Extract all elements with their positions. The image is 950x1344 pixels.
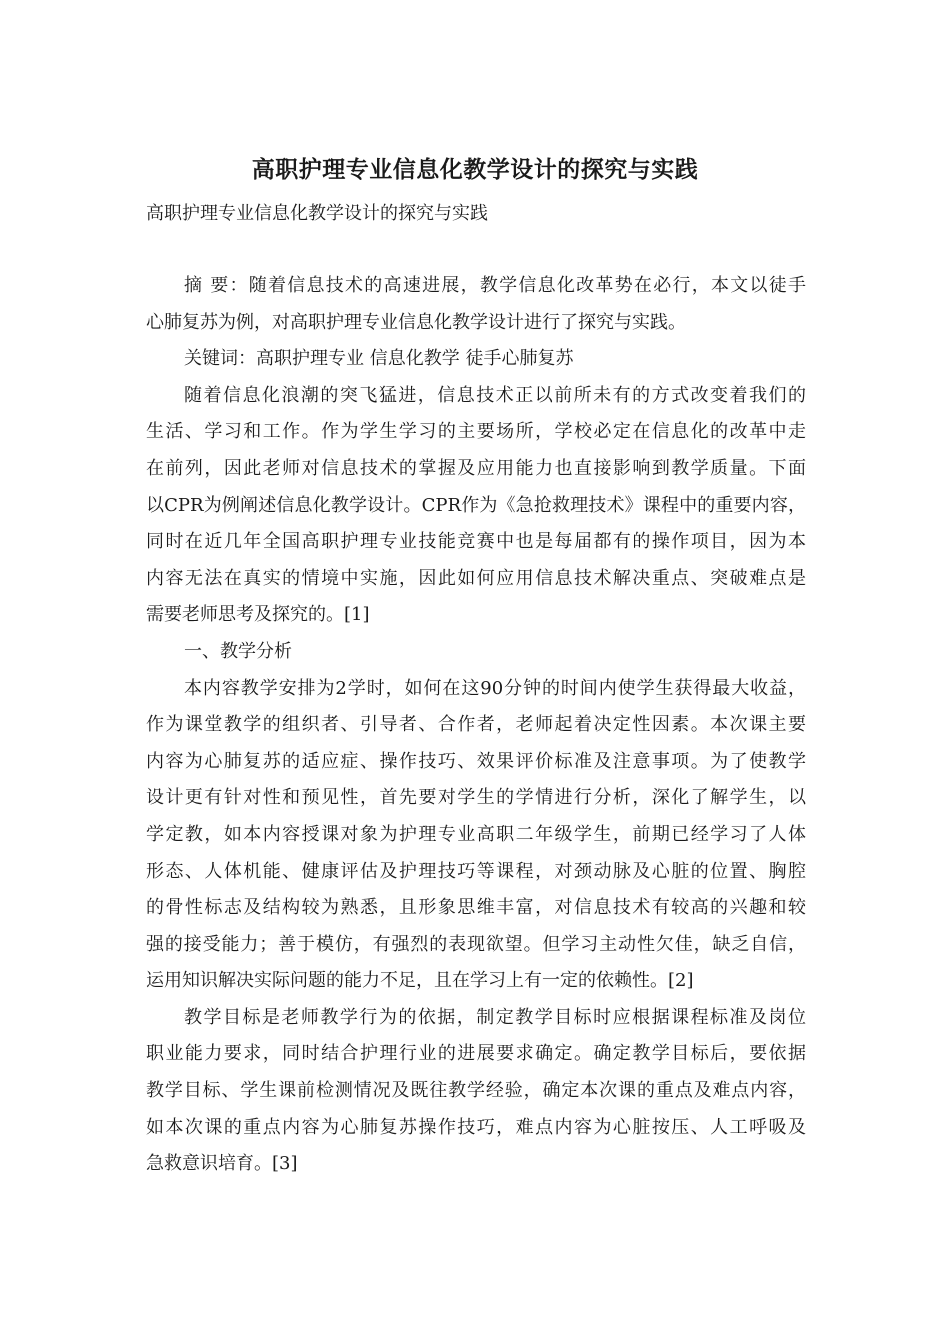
text-line: 形态、人体机能、健康评估及护理技巧等课程，对颈动脉及心脏的位置、胸腔 [146, 860, 806, 882]
text-line: 本内容教学安排为2学时，如何在这90分钟的时间内使学生获得最大收益， [184, 677, 806, 699]
paragraph-intro [146, 378, 806, 634]
paragraph-keywords [146, 341, 806, 378]
text-line: 急救意识培育。[3] [146, 1153, 298, 1175]
text-line: 的骨性标志及结构较为熟悉，且形象思维丰富，对信息技术有较高的兴趣和较 [146, 897, 806, 919]
text-line: 职业能力要求，同时结合护理行业的进展要求确定。确定教学目标后，要依据 [146, 1043, 806, 1065]
paragraph-section-heading [146, 634, 806, 671]
text-line: 生活、学习和工作。作为学生学习的主要场所，学校必定在信息化的改革中走 [146, 421, 806, 443]
paragraph-objectives [146, 1000, 806, 1183]
text-line: 学定教，如本内容授课对象为护理专业高职二年级学生，前期已经学习了人体 [146, 823, 806, 845]
text-line: 作为课堂教学的组织者、引导者、合作者，老师起着决定性因素。本次课主要 [146, 714, 806, 736]
text-line: 运用知识解决实际问题的能力不足，且在学习上有一定的依赖性。[2] [146, 970, 694, 992]
text-line: 内容为心肺复苏的适应症、操作技巧、效果评价标准及注意事项。为了使教学 [146, 750, 806, 772]
text-line: 心肺复苏为例，对高职护理专业信息化教学设计进行了探究与实践。 [146, 311, 686, 333]
text-line: 需要老师思考及探究的。[1] [146, 604, 370, 626]
text-line: 一、教学分析 [184, 640, 292, 662]
document-body [146, 268, 806, 1183]
text-line: 摘 要：随着信息技术的高速进展，教学信息化改革势在必行，本文以徒手 [184, 275, 806, 296]
text-line: 同时在近几年全国高职护理专业技能竞赛中也是每届都有的操作项目，因为本 [146, 531, 806, 553]
text-line: 内容无法在真实的情境中实施，因此如何应用信息技术解决重点、突破难点是 [146, 567, 806, 589]
document-title: 高职护理专业信息化教学设计的探究与实践 [251, 156, 699, 183]
paragraph-analysis [146, 671, 806, 1000]
text-line: 以CPR为例阐述信息化教学设计。CPR作为《急抢救理技术》课程中的重要内容， [146, 494, 806, 516]
text-line: 关键词：高职护理专业 信息化教学 徒手心肺复苏 [184, 348, 574, 370]
text-line: 在前列，因此老师对信息技术的掌握及应用能力也直接影响到教学质量。下面 [146, 457, 806, 479]
text-line: 教学目标是老师教学行为的依据，制定教学目标时应根据课程标准及岗位 [184, 1006, 806, 1028]
text-line: 设计更有针对性和预见性，首先要对学生的学情进行分析，深化了解学生，以 [146, 787, 806, 809]
text-line: 教学目标、学生课前检测情况及既往教学经验，确定本次课的重点及难点内容， [146, 1080, 806, 1102]
paragraph-abstract [146, 268, 806, 341]
text-line: 随着信息化浪潮的突飞猛进，信息技术正以前所未有的方式改变着我们的 [184, 384, 806, 406]
text-line: 强的接受能力；善于模仿，有强烈的表现欲望。但学习主动性欠佳，缺乏自信， [146, 933, 806, 955]
text-line: 如本次课的重点内容为心肺复苏操作技巧，难点内容为心脏按压、人工呼吸及 [146, 1116, 806, 1138]
document-subtitle: 高职护理专业信息化教学设计的探究与实践 [146, 203, 488, 224]
